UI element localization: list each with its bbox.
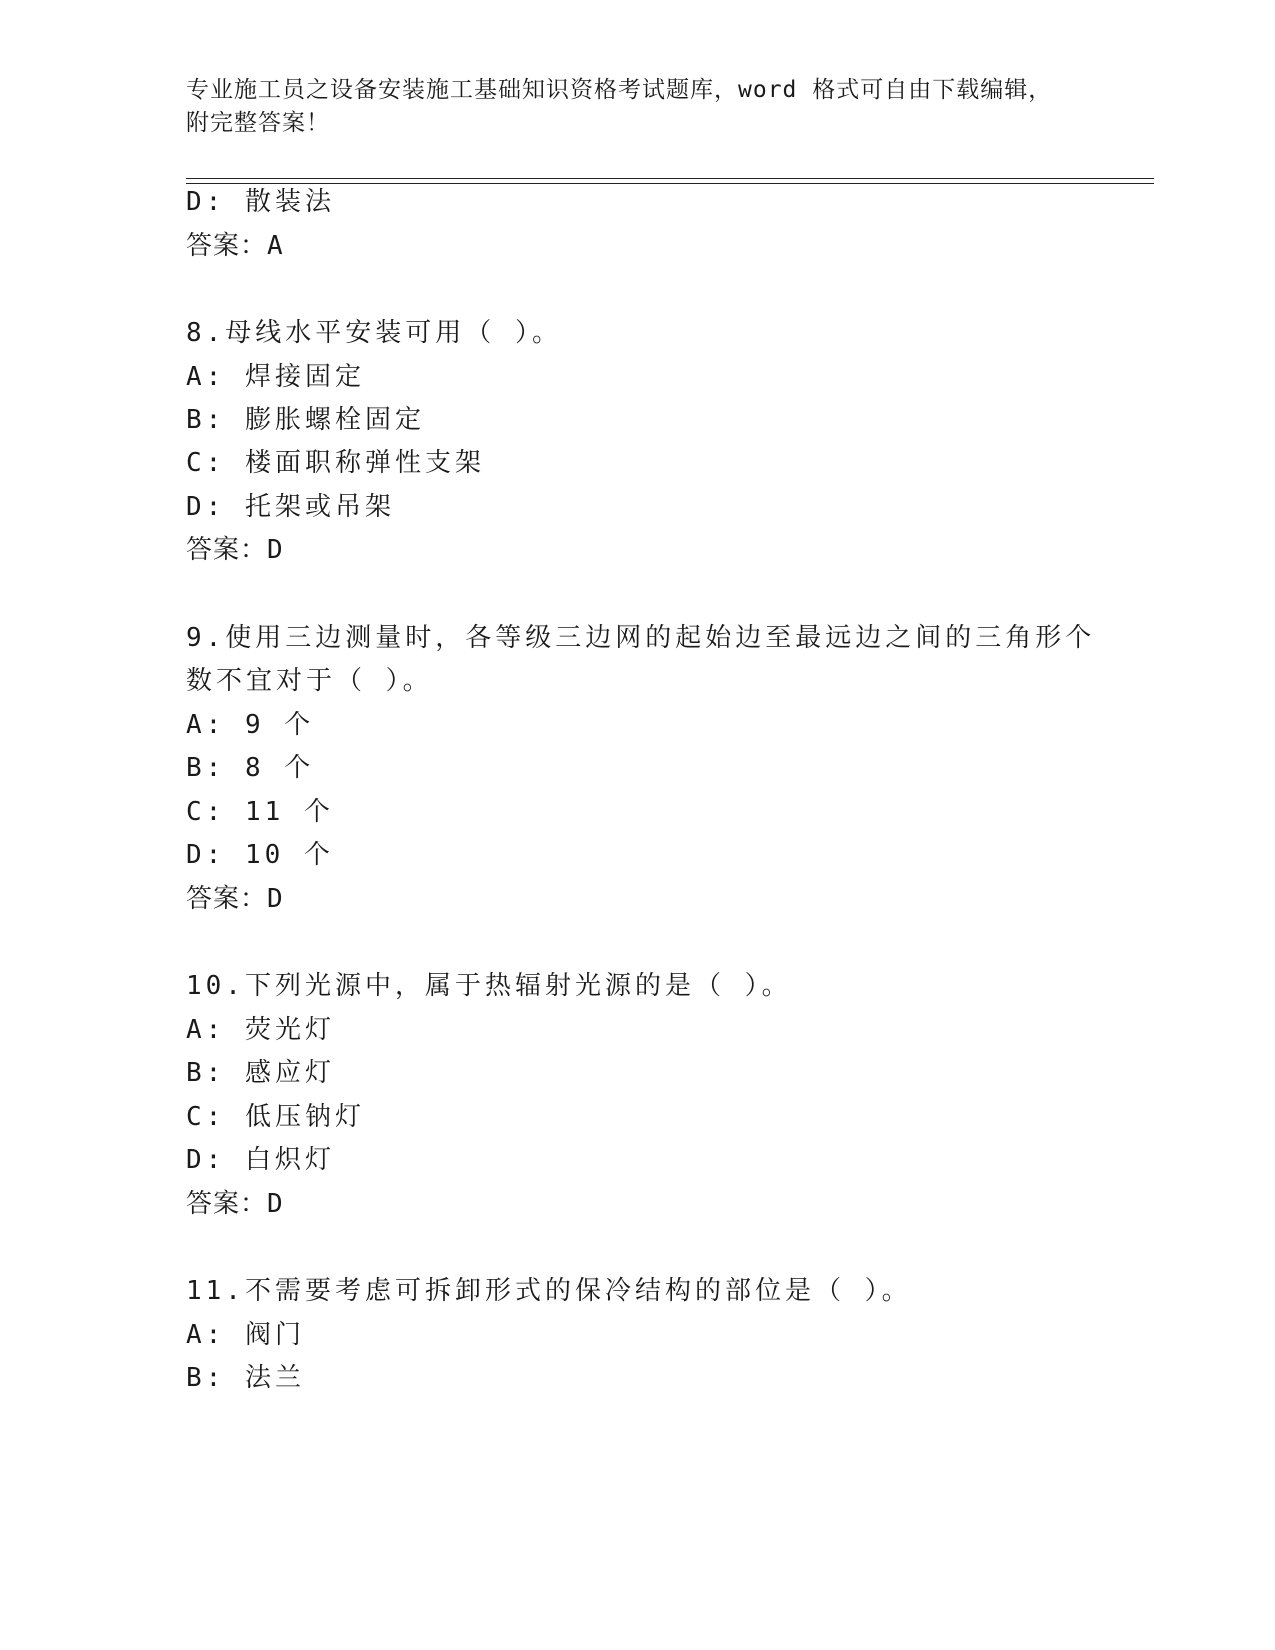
q8-option-b: B: 膨胀螺栓固定 bbox=[186, 405, 425, 435]
q9-stem-line-2: 数不宜对于（ ）。 bbox=[186, 666, 433, 696]
q11-option-b: B: 法兰 bbox=[186, 1363, 305, 1393]
prev-answer: 答案：A bbox=[186, 231, 284, 261]
q8-option-c: C: 楼面职称弹性支架 bbox=[186, 448, 485, 478]
document-header bbox=[186, 74, 1086, 140]
q11-option-a: A: 阀门 bbox=[186, 1320, 305, 1350]
header-line-1: 专业施工员之设备安装施工基础知识资格考试题库，word 格式可自由下载编辑， bbox=[186, 77, 1053, 103]
header-line-2: 附完整答案！ bbox=[186, 110, 330, 136]
q9-stem-line-1: 9.使用三边测量时，各等级三边网的起始边至最远边之间的三角形个 bbox=[186, 623, 1096, 653]
header-divider bbox=[186, 178, 1154, 184]
q9-answer: 答案：D bbox=[186, 884, 284, 914]
q9-option-a: A: 9 个 bbox=[186, 710, 315, 740]
q9-option-b: B: 8 个 bbox=[186, 753, 315, 783]
q10-option-b: B: 感应灯 bbox=[186, 1058, 335, 1088]
q9-option-c: C: 11 个 bbox=[186, 797, 334, 827]
q10-option-d: D: 白炽灯 bbox=[186, 1145, 335, 1175]
q11-stem: 11.不需要考虑可拆卸形式的保冷结构的部位是（ ）。 bbox=[186, 1276, 912, 1306]
q8-answer: 答案：D bbox=[186, 535, 284, 565]
q9-option-d: D: 10 个 bbox=[186, 840, 334, 870]
q10-option-c: C: 低压钠灯 bbox=[186, 1102, 365, 1132]
q8-option-d: D: 托架或吊架 bbox=[186, 492, 395, 522]
q10-option-a: A: 荧光灯 bbox=[186, 1015, 335, 1045]
q8-stem: 8.母线水平安装可用（ ）。 bbox=[186, 318, 562, 348]
prev-option-d: D: 散装法 bbox=[186, 187, 335, 217]
q8-option-a: A: 焊接固定 bbox=[186, 362, 365, 392]
q10-answer: 答案：D bbox=[186, 1189, 284, 1219]
q10-stem: 10.下列光源中，属于热辐射光源的是（ ）。 bbox=[186, 971, 792, 1001]
